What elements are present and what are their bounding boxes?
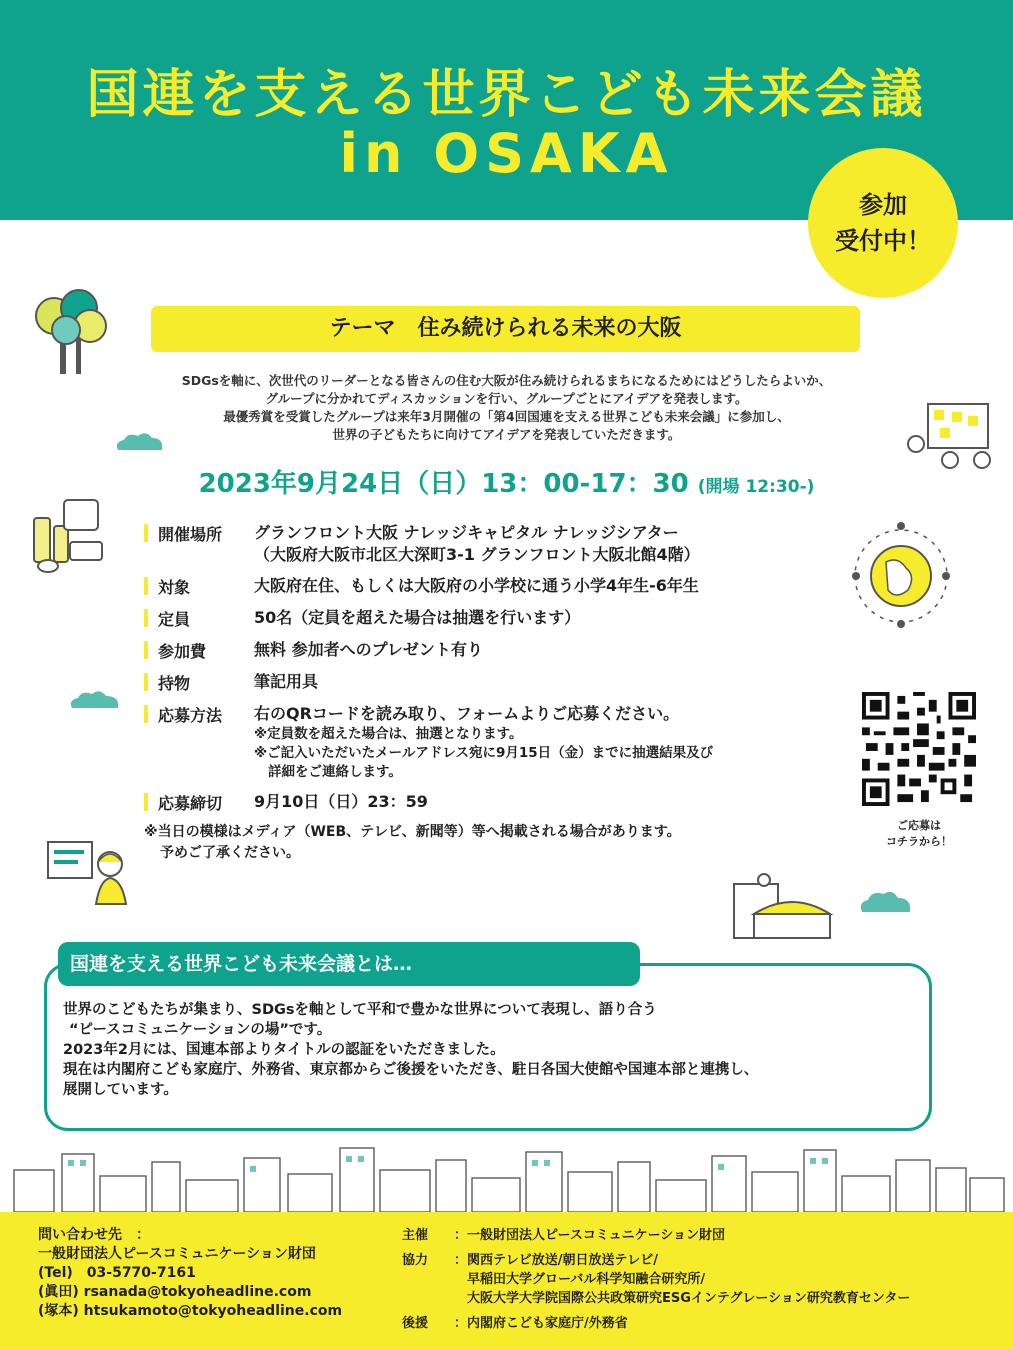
info-label: 応募方法: [158, 706, 223, 725]
coop-label: 協力: [402, 1253, 429, 1268]
about-line: 世界のこどもたちが集まり、SDGsを軸として平和で豊かな世界について表現し、語り合う: [63, 1002, 657, 1018]
row-marker: [144, 641, 148, 659]
row-marker: [144, 609, 148, 627]
info-value: 右のQRコードを読み取り、フォームよりご応募ください。: [254, 704, 680, 723]
info-label: 参加費: [158, 642, 207, 661]
contact-line: 一般財団法人ピースコミュニケーション財団: [38, 1246, 316, 1262]
badge-line2: 受付中！: [835, 227, 931, 255]
theme-banner: テーマ 住み続けられる未来の大阪: [151, 306, 860, 352]
coop-value: 大阪大学大学院国際公共政策研究ESGインテグレーション研究教育センター: [454, 1291, 911, 1306]
intro-line: グループに分かれてディスカッションを行い、グループごとにアイデアを発表します。: [265, 391, 748, 406]
about-line: 展開しています。: [63, 1082, 178, 1098]
qr-label: [862, 818, 976, 850]
row-marker: [144, 577, 148, 595]
row-marker: [144, 705, 148, 723]
contact-line[interactable]: (塚本) htsukamoto@tokyoheadline.com: [38, 1303, 343, 1319]
info-row-apply: [144, 703, 854, 782]
info-label: 応募締切: [158, 794, 223, 813]
host-value: ：一般財団法人ピースコミュニケーション財団: [454, 1228, 726, 1243]
info-value: （大阪府大阪市北区大深町3-1 グランフロント大阪北館4階）: [254, 545, 700, 564]
contact-info: [38, 1226, 342, 1321]
info-row-target: [144, 575, 854, 598]
info-row-items: [144, 671, 854, 694]
support-value: ：内閣府こども家庭庁/外務省: [454, 1316, 628, 1331]
media-note-line: ※当日の模様はメディア（WEB、テレビ、新聞等）等へ掲載される場合があります。: [144, 824, 681, 840]
intro-line: 世界の子どもたちに向けてアイデアを発表していただきます。: [332, 427, 681, 442]
cloud-icon: [856, 888, 916, 916]
support-label: 後援: [402, 1316, 429, 1331]
contact-line[interactable]: (眞田) rsanada@tokyoheadline.com: [38, 1284, 312, 1300]
badge-line1: 参加: [859, 191, 907, 219]
organizer-info: [402, 1226, 910, 1333]
student-illustration: [44, 838, 134, 910]
about-line: 現在は内閣府こども家庭庁、外務省、東京都からご後援をいただき、駐日各国大使館や国連本部と連携し、: [63, 1062, 759, 1078]
contact-line: (Tel) 03-5770-7161: [38, 1265, 196, 1281]
qr-label-line: ご応募は: [897, 819, 941, 832]
info-row-deadline: [144, 791, 854, 814]
cityscape-illustration: [0, 1140, 1013, 1212]
info-label: 開催場所: [158, 525, 223, 544]
row-marker: [144, 793, 148, 811]
globe-illustration: [846, 516, 956, 632]
apply-note: 詳細をご連絡します。: [268, 764, 402, 780]
supplies-illustration: [30, 492, 110, 576]
date-main: 2023年9月24日（日）13：00-17：30: [198, 469, 689, 499]
info-value: グランフロント大阪 ナレッジキャピタル ナレッジシアター: [254, 523, 679, 542]
coop-value: ：関西テレビ放送/朝日放送テレビ/: [454, 1253, 658, 1268]
info-value: 無料 参加者へのプレゼント有り: [254, 640, 483, 659]
date-open: (開場 12:30-): [697, 477, 815, 497]
intro-text: [60, 372, 953, 444]
event-info: [144, 522, 854, 823]
media-note-line: 予めご了承ください。: [160, 845, 300, 861]
coop-value: 早稲田大学グローバル科学知融合研究所/: [454, 1272, 706, 1287]
info-value: 大阪府在住、もしくは大阪府の小学校に通う小学4年生-6年生: [254, 576, 699, 595]
media-note: [144, 822, 681, 864]
event-title: 国連を支える世界こども未来会議: [86, 65, 927, 125]
apply-note: ※ご記入いただいたメールアドレス宛に9月15日（金）までに抽選結果及び: [254, 745, 714, 761]
about-heading: 国連を支える世界こども未来会議とは…: [58, 942, 640, 986]
tree-illustration: [24, 286, 114, 376]
info-value: 50名（定員を超えた場合は抽選を行います）: [254, 608, 581, 627]
info-row-fee: [144, 639, 854, 662]
info-label: 定員: [158, 610, 191, 629]
qr-label-line: コチラから！: [886, 835, 952, 848]
host-label: 主催: [402, 1228, 429, 1243]
row-marker: [144, 673, 148, 691]
about-line: 2023年2月には、国連本部よりタイトルの認証をいただきました。: [63, 1042, 505, 1058]
qr-code-icon[interactable]: [862, 692, 976, 806]
info-label: 対象: [158, 578, 191, 597]
apply-note: ※定員数を超えた場合は、抽選となります。: [254, 726, 523, 742]
info-label: 持物: [158, 674, 191, 693]
event-subtitle: in OSAKA: [339, 122, 674, 185]
intro-line: 最優秀賞を受賞したグループは来年3月開催の「第4回国連を支える世界こども未来会議」に参加し、: [223, 409, 790, 424]
event-date: [0, 463, 1013, 500]
school-illustration: [724, 868, 834, 942]
row-marker: [144, 524, 148, 542]
intro-line: SDGsを軸に、次世代のリーダーとなる皆さんの住む大阪が住み続けられるまちになるためにはどうしたらよいか、: [181, 373, 832, 388]
info-value: 9月10日（日）23：59: [254, 792, 428, 811]
about-line: “ピースコミュニケーションの場”です。: [69, 1022, 332, 1038]
cloud-icon: [66, 688, 126, 712]
contact-line: 問い合わせ先 ：: [38, 1227, 150, 1243]
info-value: 筆記用具: [254, 672, 319, 691]
registration-badge: [808, 148, 958, 298]
info-row-capacity: [144, 607, 854, 630]
about-text: [63, 1000, 923, 1100]
info-row-venue: [144, 522, 854, 566]
